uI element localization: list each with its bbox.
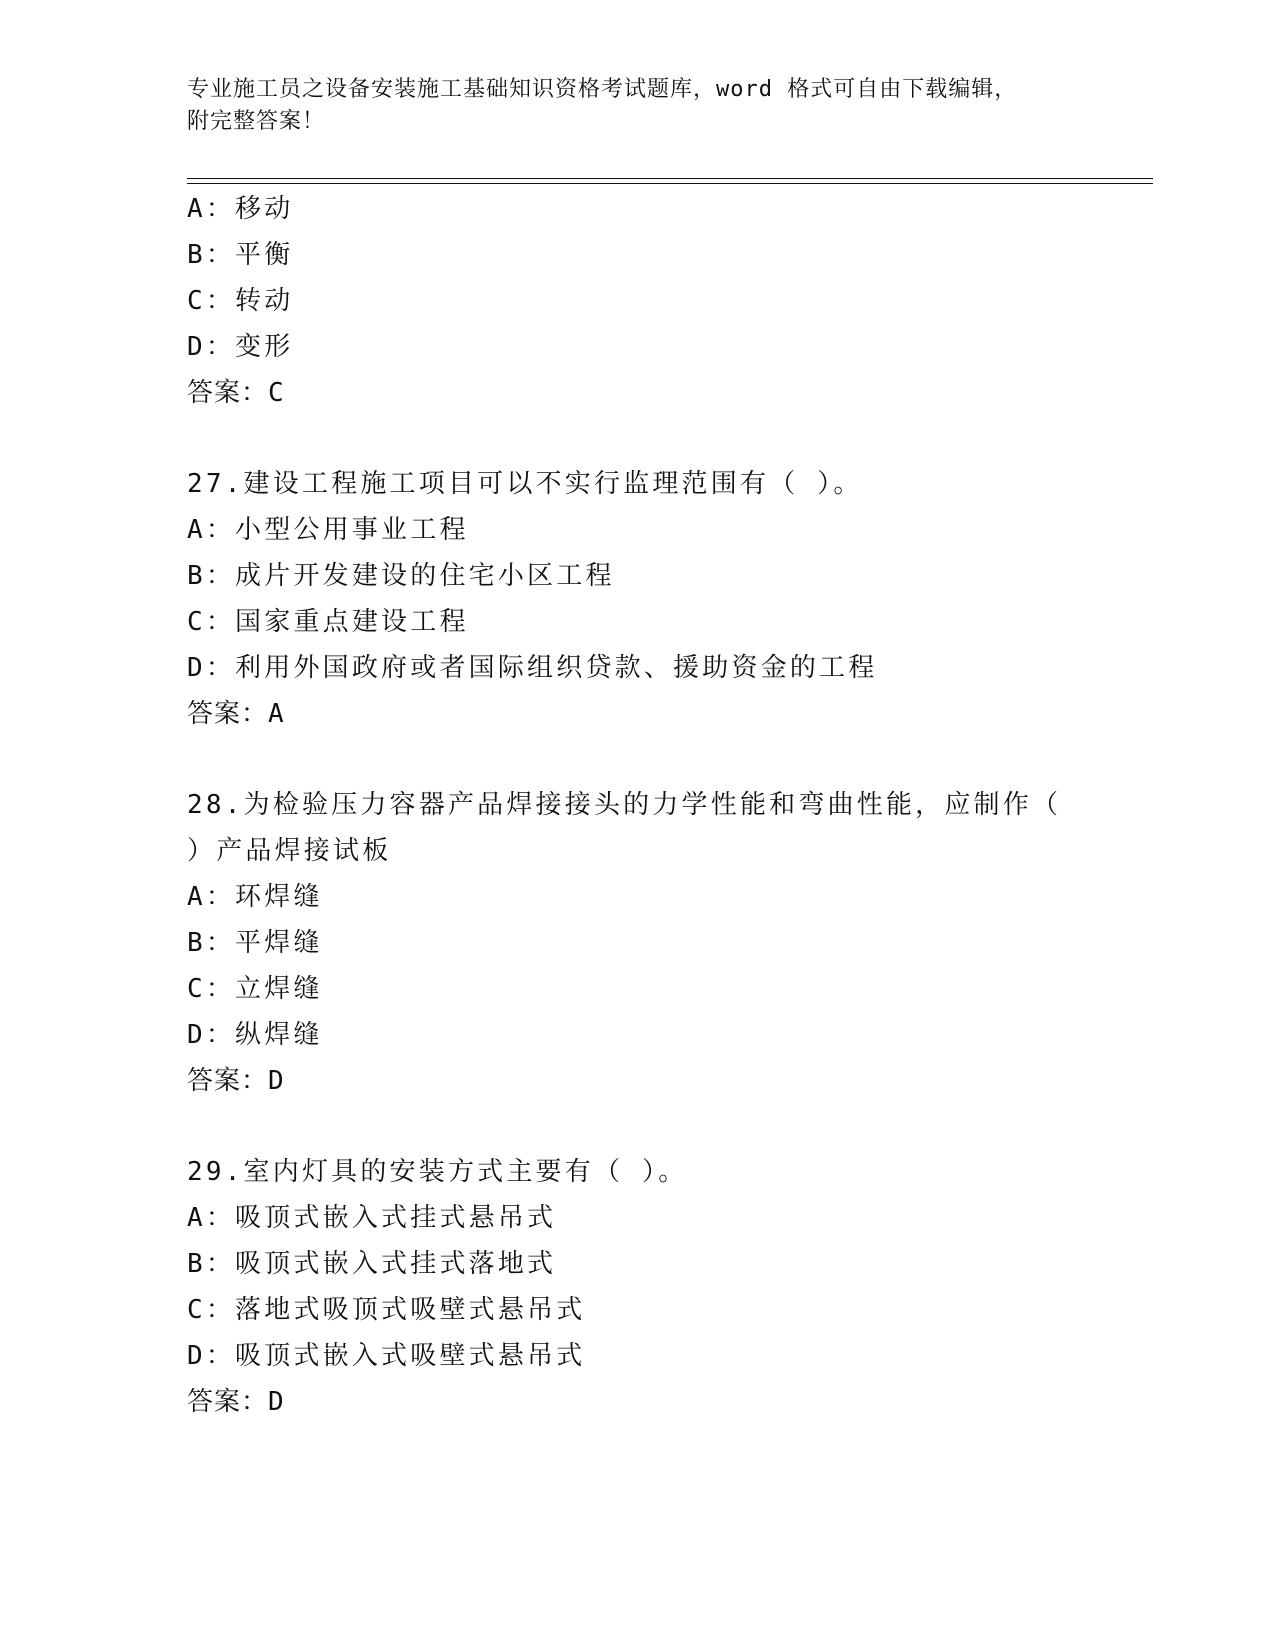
- header-line-2: 附完整答案！: [187, 109, 326, 134]
- option-d: D：纵焊缝: [187, 1020, 323, 1050]
- header-rule-top: [187, 178, 1153, 179]
- question-28: [187, 782, 1153, 1104]
- option-a: A：移动: [187, 194, 294, 224]
- option-a: A：环焊缝: [187, 882, 323, 912]
- option-b: B：吸顶式嵌入式挂式落地式: [187, 1249, 557, 1279]
- option-d: D：变形: [187, 332, 294, 362]
- option-a: A：吸顶式嵌入式挂式悬吊式: [187, 1203, 557, 1233]
- option-c: C：国家重点建设工程: [187, 607, 469, 637]
- option-c: C：立焊缝: [187, 974, 323, 1004]
- question-stem-line-1: 28.为检验压力容器产品焊接接头的力学性能和弯曲性能，应制作（: [187, 790, 1062, 820]
- header-line-1: 专业施工员之设备安装施工基础知识资格考试题库，word 格式可自由下载编辑，: [187, 77, 1018, 102]
- question-26-continued: [187, 186, 1153, 416]
- option-a: A：小型公用事业工程: [187, 515, 469, 545]
- answer-line: 答案：D: [187, 1066, 285, 1096]
- answer-line: 答案：D: [187, 1387, 285, 1417]
- answer-line: 答案：A: [187, 699, 285, 729]
- answer-line: 答案：C: [187, 378, 285, 408]
- option-c: C：落地式吸顶式吸壁式悬吊式: [187, 1295, 586, 1325]
- option-b: B：成片开发建设的住宅小区工程: [187, 561, 615, 591]
- document-header: [187, 74, 1087, 138]
- question-stem-line-2: ）产品焊接试板: [187, 836, 392, 866]
- question-stem: 29.室内灯具的安装方式主要有（ ）。: [187, 1157, 688, 1187]
- option-b: B：平衡: [187, 240, 294, 270]
- question-stem: 27.建设工程施工项目可以不实行监理范围有（ ）。: [187, 469, 863, 499]
- document-body: [187, 186, 1153, 1425]
- option-c: C：转动: [187, 286, 294, 316]
- option-d: D：吸顶式嵌入式吸壁式悬吊式: [187, 1341, 586, 1371]
- question-29: [187, 1149, 1153, 1425]
- question-27: [187, 461, 1153, 737]
- header-rule-bottom: [187, 183, 1153, 184]
- option-b: B：平焊缝: [187, 928, 323, 958]
- option-d: D：利用外国政府或者国际组织贷款、援助资金的工程: [187, 653, 878, 683]
